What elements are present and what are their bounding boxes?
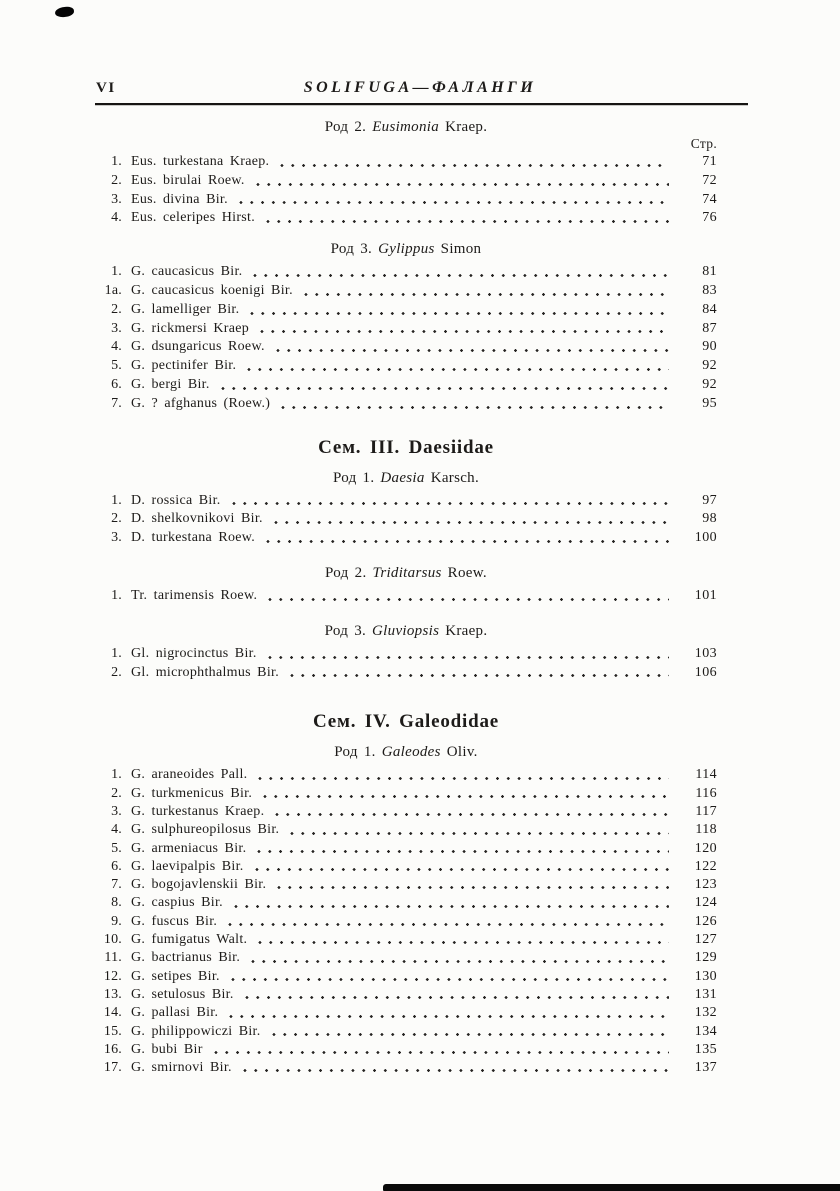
entry-list — [95, 492, 717, 548]
dot-leader — [258, 940, 669, 945]
species-name: G. bactrianus Bir. — [131, 950, 241, 966]
dot-leader — [268, 597, 669, 602]
genus-author: Karsch. — [430, 469, 480, 486]
entry-number: 1. — [111, 492, 122, 508]
genus-heading — [95, 743, 717, 761]
dot-leader — [304, 292, 669, 297]
entry-number: 2. — [111, 301, 122, 317]
toc-row — [95, 587, 717, 606]
page-number: 132 — [694, 1005, 717, 1021]
species-name: D. rossica Bir. — [131, 492, 221, 508]
genus-name: Daesia — [380, 469, 425, 486]
toc-row — [95, 803, 717, 821]
species-name: G. lamelliger Bir. — [131, 301, 240, 317]
toc-row — [95, 1004, 717, 1022]
entry-number: 5. — [111, 840, 122, 856]
dot-leader — [258, 776, 669, 781]
page-number: 118 — [695, 822, 717, 838]
dot-leader — [250, 311, 669, 316]
species-name: G. caucasicus koenigi Bir. — [131, 282, 293, 298]
toc-row — [95, 301, 717, 320]
genus-prefix: Род 1. — [332, 469, 375, 486]
species-name: G. bubi Bir — [131, 1041, 203, 1057]
dot-leader — [251, 959, 669, 964]
toc-row — [95, 395, 717, 414]
entry-list — [95, 153, 717, 228]
species-name: G. caucasicus Bir. — [131, 264, 243, 280]
species-name: G. pallasi Bir. — [131, 1005, 219, 1021]
entry-number: 13. — [103, 986, 122, 1002]
toc-row — [95, 282, 717, 301]
entry-number: 11. — [104, 950, 122, 966]
entry-number: 14. — [103, 1005, 122, 1021]
entry-number: 15. — [103, 1023, 122, 1039]
page-number: 123 — [694, 877, 717, 893]
table-of-contents — [95, 118, 717, 1077]
species-name: D. shelkovnikovi Bir. — [131, 511, 263, 527]
dot-leader — [263, 794, 669, 799]
dot-leader — [239, 200, 669, 205]
page-number: 92 — [702, 376, 717, 392]
header-rule — [95, 103, 748, 105]
toc-row — [95, 172, 717, 191]
page-number: 135 — [694, 1041, 717, 1057]
toc-row — [95, 949, 717, 967]
dot-leader — [277, 885, 669, 890]
page-number: 122 — [694, 858, 717, 874]
genus-author: Roew. — [447, 564, 487, 581]
genus-heading — [95, 622, 717, 640]
toc-row — [95, 968, 717, 986]
genus-heading — [95, 240, 717, 258]
entry-number: 1. — [111, 264, 122, 280]
page-number: 72 — [702, 172, 717, 188]
genus-prefix: Род 2. — [325, 564, 367, 581]
genus-author: Kraep. — [445, 622, 488, 639]
entry-number: 1. — [111, 154, 122, 169]
entry-number: 1. — [111, 767, 122, 783]
toc-row — [95, 376, 717, 395]
ink-blot-artifact — [55, 6, 75, 18]
species-name: G. laevipalpis Bir. — [131, 858, 244, 874]
species-name: Gl. microphthalmus Bir. — [131, 664, 280, 680]
entry-list — [95, 587, 717, 606]
entry-number: 8. — [111, 895, 122, 911]
dot-leader — [232, 501, 669, 506]
genus-author: Oliv. — [446, 744, 478, 761]
page-number: 117 — [695, 803, 717, 819]
toc-row — [95, 320, 717, 339]
entry-number: 7. — [111, 877, 122, 893]
entry-number: 1. — [111, 645, 122, 661]
page-number: 92 — [702, 358, 717, 374]
species-name: G. philippowiczi Bir. — [131, 1023, 261, 1039]
genus-prefix: Род 3. — [324, 622, 367, 639]
toc-row — [95, 876, 717, 894]
family-heading: Сем. III. Daesiidae — [318, 436, 494, 458]
toc-row — [95, 840, 717, 858]
page-number: 101 — [694, 587, 717, 603]
page-number: 81 — [702, 264, 717, 280]
page-column-label: Стр. — [690, 136, 717, 151]
entry-number: 2. — [111, 785, 122, 801]
toc-row — [95, 645, 717, 664]
page-number: 87 — [702, 320, 717, 336]
page-number: 120 — [694, 840, 717, 856]
genus-prefix: Род 3. — [330, 241, 373, 258]
toc-row — [95, 858, 717, 876]
entry-number: 6. — [111, 858, 122, 874]
entry-number: 16. — [103, 1041, 122, 1057]
species-name: G. dsungaricus Roew. — [131, 339, 265, 355]
toc-row — [95, 338, 717, 357]
genus-heading — [95, 118, 717, 136]
page-number: 126 — [694, 913, 717, 929]
toc-row — [95, 357, 717, 376]
toc-row — [95, 913, 717, 931]
dot-leader — [280, 163, 669, 168]
genus-name: Gylippus — [378, 241, 435, 258]
genus-prefix: Род 2. — [324, 119, 367, 135]
toc-row — [95, 1041, 717, 1059]
species-name: G. bergi Bir. — [131, 376, 210, 392]
dot-leader — [228, 922, 669, 927]
entry-list — [95, 645, 717, 683]
dot-leader — [234, 904, 669, 909]
dot-leader — [281, 405, 669, 410]
family-heading: Сем. IV. Galeodidae — [312, 711, 500, 733]
dot-leader — [266, 539, 669, 544]
species-name: Gl. nigrocinctus Bir. — [131, 645, 257, 661]
toc-row — [95, 821, 717, 839]
entry-number: 9. — [111, 913, 122, 929]
page-number: 71 — [702, 154, 717, 169]
species-name: Eus. celeripes Hirst. — [131, 210, 256, 226]
dot-leader — [275, 812, 669, 817]
toc-row — [95, 785, 717, 803]
entry-number: 4. — [111, 822, 122, 838]
species-name: G. setulosus Bir. — [131, 986, 234, 1002]
genus-author: Simon — [440, 241, 482, 258]
entry-number: 5. — [111, 358, 122, 374]
entry-list — [95, 766, 717, 1077]
entry-number: 4. — [111, 339, 122, 355]
dot-leader — [245, 995, 669, 1000]
page-number: 84 — [702, 301, 717, 317]
dot-leader — [214, 1050, 669, 1055]
page-number: 134 — [694, 1023, 717, 1039]
species-name: Eus. birulai Roew. — [131, 172, 245, 188]
dot-leader — [253, 273, 669, 278]
genus-prefix: Род 1. — [334, 744, 376, 761]
toc-row — [95, 1059, 717, 1077]
genus-name: Gluviopsis — [372, 622, 440, 639]
page-number: 76 — [702, 210, 717, 226]
page-number: 97 — [702, 492, 717, 508]
toc-row — [95, 191, 717, 210]
dot-leader — [229, 1014, 669, 1019]
species-name: G. sulphureopilosus Bir. — [131, 822, 280, 838]
entry-number: 7. — [111, 395, 122, 411]
genus-name: Galeodes — [381, 744, 441, 761]
toc-row — [95, 492, 717, 511]
page-number: 131 — [694, 986, 717, 1002]
dot-leader — [274, 520, 669, 525]
page-number: 127 — [694, 932, 717, 948]
page-number: 95 — [702, 395, 717, 411]
entry-number: 2. — [111, 664, 122, 680]
species-name: G. ? afghanus (Roew.) — [131, 395, 271, 411]
genus-heading — [95, 469, 717, 487]
species-name: G. rickmersi Kraep — [131, 320, 250, 336]
dot-leader — [290, 831, 669, 836]
entry-number: 1a. — [104, 282, 122, 298]
dot-leader — [255, 867, 669, 872]
genus-name: Eusimonia — [372, 119, 440, 135]
toc-row — [95, 931, 717, 949]
toc-row — [95, 529, 717, 548]
page-number: 137 — [694, 1060, 717, 1076]
folio-page-number: VI — [96, 80, 116, 96]
dot-leader — [290, 673, 669, 678]
toc-row — [95, 1023, 717, 1041]
entry-number: 3. — [111, 191, 122, 207]
species-name: G. fumigatus Walt. — [131, 932, 248, 948]
species-name: G. smirnovi Bir. — [131, 1060, 232, 1076]
entry-number: 12. — [103, 968, 122, 984]
species-name: Eus. turkestana Kraep. — [131, 154, 270, 169]
toc-row — [95, 153, 717, 172]
entry-list — [95, 263, 717, 413]
genus-name: Triditarsus — [372, 564, 442, 581]
entry-number: 10. — [103, 932, 122, 948]
toc-row — [95, 263, 717, 282]
species-name: Tr. tarimensis Roew. — [131, 587, 258, 603]
page-number: 106 — [694, 664, 717, 680]
species-name: D. turkestana Roew. — [131, 530, 256, 546]
species-name: G. pectinifer Bir. — [131, 358, 237, 374]
species-name: G. araneoides Pall. — [131, 767, 248, 783]
scan-edge-bar — [383, 1184, 840, 1191]
dot-leader — [268, 655, 669, 660]
page-number: 98 — [702, 511, 717, 527]
running-head — [0, 80, 840, 106]
entry-number: 3. — [111, 530, 122, 546]
species-name: G. caspius Bir. — [131, 895, 223, 911]
species-name: G. setipes Bir. — [131, 968, 220, 984]
toc-row — [95, 766, 717, 784]
page-number: 116 — [695, 785, 717, 801]
dot-leader — [221, 386, 669, 391]
page-number: 130 — [694, 968, 717, 984]
entry-number: 6. — [111, 376, 122, 392]
species-name: Eus. divina Bir. — [131, 191, 228, 207]
species-name: G. armeniacus Bir. — [131, 840, 247, 856]
species-name: G. bogojavlenskii Bir. — [131, 877, 267, 893]
page-number: 129 — [694, 950, 717, 966]
dot-leader — [243, 1068, 669, 1073]
dot-leader — [272, 1032, 669, 1037]
entry-number: 2. — [111, 172, 122, 188]
page-number: 74 — [702, 191, 717, 207]
page-number: 124 — [694, 895, 717, 911]
entry-number: 2. — [111, 511, 122, 527]
toc-row — [95, 664, 717, 683]
genus-author: Kraep. — [445, 119, 488, 135]
genus-heading — [95, 564, 717, 582]
page-number: 100 — [694, 530, 717, 546]
page-number: 83 — [702, 282, 717, 298]
toc-row — [95, 209, 717, 228]
entry-number: 1. — [111, 587, 122, 603]
page-number: 114 — [695, 767, 717, 783]
dot-leader — [266, 219, 669, 224]
page-number: 103 — [694, 645, 717, 661]
entry-number: 17. — [103, 1060, 122, 1076]
page-number: 90 — [702, 339, 717, 355]
dot-leader — [260, 329, 669, 334]
toc-row — [95, 510, 717, 529]
entry-number: 3. — [111, 803, 122, 819]
dot-leader — [231, 977, 669, 982]
dot-leader — [247, 367, 669, 372]
running-title: SOLIFUGA—ФАЛАНГИ — [303, 79, 537, 96]
entry-number: 4. — [111, 210, 122, 226]
species-name: G. fuscus Bir. — [131, 913, 218, 929]
species-name: G. turkestanus Kraep. — [131, 803, 265, 819]
entry-number: 3. — [111, 320, 122, 336]
dot-leader — [256, 182, 669, 187]
toc-row — [95, 986, 717, 1004]
toc-row — [95, 894, 717, 912]
dot-leader — [276, 348, 669, 353]
dot-leader — [257, 849, 669, 854]
species-name: G. turkmenicus Bir. — [131, 785, 253, 801]
